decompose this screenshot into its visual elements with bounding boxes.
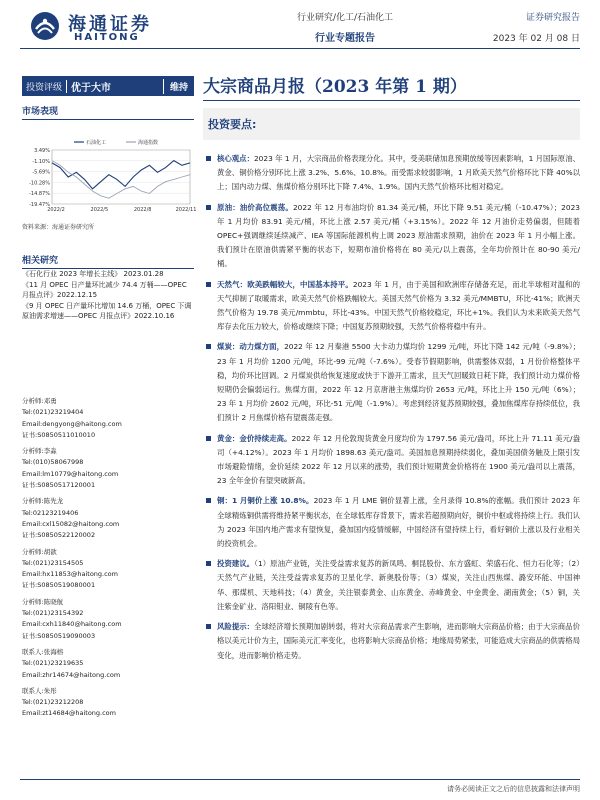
key-point-text: 2022 年 12 月伦敦现货黄金月度均价为 1797.56 美元/盎司，环比上升 71.11 美元/盎司（+4.12%）。2023 年 1 月均价 1898.63 美元/盎司。美国加息预期持续弱化，叠加美国债务触及上限引发市场避险情绪，金价延续 2022 年 12 月以来的涨势，我们预计短期黄金价格将在 1900 美元/盎司以上震荡，23 全年金价有望突破新高。: [217, 433, 580, 486]
analyst-name: 分析师:胡歆: [22, 547, 57, 556]
key-point-item: [203, 557, 580, 614]
header-divider: [20, 48, 580, 49]
key-point-title: 煤炭：动力煤方面，: [217, 342, 285, 352]
key-point-title: 黄金：金价持续走高。: [217, 433, 292, 443]
rating-action: 维持: [169, 82, 188, 93]
logo-text-en: HAITONG: [74, 32, 140, 43]
key-point-title: 铜：1 月铜价上涨 10.8%。: [217, 496, 314, 506]
analyst-tel: Tel:(021)23154392: [22, 609, 84, 618]
rating-value: 优于大市: [67, 79, 164, 94]
footer-divider: [20, 779, 580, 780]
disclaimer-footer: 请务必阅读正文之后的信息披露和法律声明: [447, 785, 580, 793]
key-point-text: 2022 年 12 月秦港 5500 大卡动力煤均价 1299 元/吨，环比下降 142 元/吨（-9.8%）；23 年 1 月均价 1200 元/吨，环比-99 元/吨（-7.6%）。受春节假期影响，供需整体双弱，1 月份价格整体平稳，均价环比回调。2 月煤炭供给恢复速度或快于下游开工需求，且天气回暖致日耗下降，我们预计动力煤价格短期仍会偏弱运行。焦煤方面，2022 年 12 月京唐港主焦煤均价 2653 元/吨，环比上升 150 元/吨（6%）；23 年 1 月均价 2602 元/吨，环比-51 元/吨（-1.9%）。考虑到经济复苏预期较强，叠加焦煤库存持续低位，我们预计 2 月焦煤价格有望震荡走强。: [217, 342, 580, 423]
y-tick-label: -14.87%: [29, 191, 50, 198]
key-point-title: 核心观点：: [217, 154, 254, 163]
key-point-text: 2023 年 1 月 LME 铜价显著上涨，全月录得 10.8%的涨幅。我们预计 2023 年全球精炼铜供需将维持紧平衡状态，在全球低库存背景下，需求若超预期向好，铜价中枢或将持续上行。我们认为 2023 年国内地产需求有望恢复，叠加国内疫情缓解，中国经济有望持续上行，看好铜价上涨以及行业相关的投资机会。: [217, 496, 580, 549]
analyst-tel: Tel:(021)23219404: [22, 408, 84, 417]
analyst-tel: Tel:(021)23154505: [22, 558, 84, 567]
analyst-cert: 证书:S0850522120002: [22, 531, 96, 540]
key-point-text: 全球经济增长预期加剧转弱，将对大宗商品需求产生影响，进而影响大宗商品价格；由于大宗商品价格以美元计价为主，国际美元汇率变化，也将影响大宗商品价格；地缘局势紧张，可能造成大宗商品的供需格局变化，进而影响价格走势。: [217, 622, 580, 660]
logo-text-cn: 海通证券: [68, 14, 152, 35]
key-point-text: 2022 年 12 月布油均价 81.34 美元/桶，环比下降 9.51 美元/桶（-10.47%）；2023 年 1 月均价 83.91 美元/桶，环比上涨 2.57 美元/桶（+3.15%）。2022 年 12 月油价走势偏弱，但随着 OPEC+强调继续延续减产、IEA 等国际能源机构上调 2023 原油需求预期，油价在 2023 年 1 月小幅上涨。我们预计在原油供需紧平衡的状态下，短期布油价格将在 80 美元/以上震荡，全年均价预计在 80-90 美元/桶。: [217, 202, 580, 269]
analyst-email[interactable]: Email:zhr14674@haitong.com: [22, 670, 121, 679]
analyst-cert: 证书:S0850511010010: [22, 430, 96, 439]
key-point-item: [203, 432, 580, 489]
analyst-tel: Tel:(010)58067998: [22, 458, 84, 467]
chart-source: 资料来源：海通证券研究所: [22, 224, 95, 231]
analyst-email[interactable]: Email:hx11853@haitong.com: [22, 570, 118, 579]
key-point-item: [203, 152, 580, 195]
plot-frame: [52, 150, 190, 204]
analyst-name: 联系人:朱彤: [22, 686, 57, 695]
page-header: [0, 0, 600, 52]
rating-label: 投资评级: [22, 80, 67, 93]
market-performance-chart: [22, 136, 197, 216]
report-date: 2023 年 02 月 08 日: [492, 34, 580, 44]
analyst-email[interactable]: Email:cxh11840@haitong.com: [22, 620, 122, 629]
market-rule: [22, 119, 194, 120]
analyst-tel: Tel:(021)23212208: [22, 698, 84, 707]
analyst-name: 联系人:张海榕: [22, 647, 64, 656]
key-points-list: [203, 152, 580, 669]
key-point-item: [203, 201, 580, 272]
analyst-email[interactable]: Email:dengyong@haitong.com: [22, 419, 122, 428]
report-type-center: 行业专题报告: [315, 33, 375, 44]
series-line-haitong-index: [52, 161, 190, 199]
analyst-contacts: [22, 396, 194, 725]
y-tick-label: 3.49%: [34, 148, 50, 154]
analyst-cert: 证书:S0850519080001: [22, 581, 96, 590]
analyst-name: 分析师:陈晓航: [22, 597, 64, 606]
market-heading: 市场表现: [22, 107, 59, 117]
analyst-cert: 证书:S0850517120001: [22, 481, 96, 490]
x-tick-label: 2022/2: [47, 207, 65, 213]
analyst-email[interactable]: Email:zt14684@haitong.com: [22, 709, 116, 718]
related-research-list: [22, 269, 194, 322]
haitong-logo-icon: [30, 11, 60, 41]
key-point-item: [203, 278, 580, 335]
related-item: 《石化行业 2023 年增长主线》 2023.01.28: [22, 270, 164, 278]
y-tick-label: -19.47%: [29, 202, 50, 208]
analyst-cert: 证书:S0850519090003: [22, 631, 96, 640]
y-tick-label: -10.28%: [29, 180, 50, 187]
analyst-card: [22, 597, 194, 642]
x-tick-label: 2022/8: [133, 207, 152, 213]
report-title: 大宗商品月报（2023 年第 1 期）: [203, 77, 467, 97]
analyst-card: [22, 547, 194, 592]
x-tick-label: 2022/5: [90, 207, 109, 213]
key-point-item: [203, 494, 580, 551]
analyst-tel: Tel:(021)23219635: [22, 659, 84, 668]
analyst-name: 分析师:李淼: [22, 447, 57, 456]
key-point-item: [203, 340, 580, 425]
related-item: 《11 月 OPEC 日产量环比减少 74.4 万桶——OPEC 月报点评》2022.12.15: [22, 281, 187, 299]
market-chart-svg: [22, 136, 197, 216]
report-type-right: 证券研究报告: [525, 13, 580, 23]
analyst-name: 分析师:陈先龙: [22, 497, 64, 506]
key-point-item: [203, 620, 580, 663]
related-item: 《9 月 OPEC 日产量环比增加 14.6 万桶，OPEC 下调原油需求增速——OPEC 月报点评》2022.10.16: [22, 302, 192, 320]
analyst-name: 分析师:邓勇: [22, 397, 57, 405]
key-point-text: 2023 年 1 月，大宗商品价格表现分化。其中，受美联储加息预期放缓等因素影响，1 月国际原油、黄金、铜价格分别环比上涨 3.2%、5.6%、10.8%。而受需求较弱影响，1 月欧美天然气价格环比下降 40%以上；国内动力煤、焦煤价格分别环比下降 7.4%、1.9%。国内天然气价格环比相对稳定。: [217, 154, 580, 192]
y-tick-label: -1.10%: [32, 158, 50, 165]
analyst-tel: Tel:02123219406: [22, 508, 79, 517]
key-point-title: 风险提示：: [217, 622, 255, 632]
haitong-logo: [30, 10, 180, 46]
legend-label: 石油化工: [86, 140, 107, 146]
analyst-email[interactable]: Email:lm10779@haitong.com: [22, 469, 119, 478]
y-tick-label: -5.69%: [32, 169, 50, 176]
analyst-card: [22, 396, 194, 441]
investment-rating: [22, 76, 194, 96]
x-tick-label: 2022/11: [175, 207, 197, 213]
legend-label: 海通指数: [138, 140, 159, 146]
key-point-text: （1）原油产业链，关注受益需求复苏的新凤鸣、桐昆股份、东方盛虹、荣盛石化、恒力石化等；（2）天然气产业链，关注受益需求复苏的卫星化学、新奥股份等；（3）煤炭，关注山西焦煤、潞安环能、中国神华、那煤机、天地科技；（4）黄金，关注银泰黄金、山东黄金、赤峰黄金、中金黄金、湖南黄金；（5）铜，关注紫金矿业、洛阳钼业、铜陵有色等。: [217, 559, 580, 611]
key-point-title: 投资建议。: [217, 559, 255, 569]
key-point-title: 天然气：欧美跌幅较大，中国基本持平。: [217, 279, 353, 289]
analyst-card: [22, 686, 194, 720]
key-point-text: 2023 年 1 月，由于美国和欧洲库存储备充足，而北半球相对温和的天气抑制了取暖需求，欧美天然气价格跌幅较大。美国天然气价格为 3.32 美元/MMBTU，环比-41%；欧洲天然气价格为 19.78 美元/mmbtu，环比-43%。中国天然气价格较稳定，环比+1%。我们认为未来欧美天然气库存去化压力较大，价格或继续下降；中国复苏预期较强，天然气价格将稳中有升。: [217, 279, 580, 332]
analyst-email[interactable]: Email:cxl15082@haitong.com: [22, 519, 120, 528]
related-heading: 相关研究: [22, 256, 59, 266]
title-divider: [203, 100, 580, 101]
key-points-heading: 投资要点:: [203, 108, 580, 140]
analyst-card: [22, 496, 194, 541]
key-point-title: 原油：油价高位震荡。: [217, 202, 293, 212]
analyst-card: [22, 446, 194, 491]
analyst-card: [22, 647, 194, 681]
industry-category: 行业研究/化工/石油化工: [296, 13, 394, 23]
